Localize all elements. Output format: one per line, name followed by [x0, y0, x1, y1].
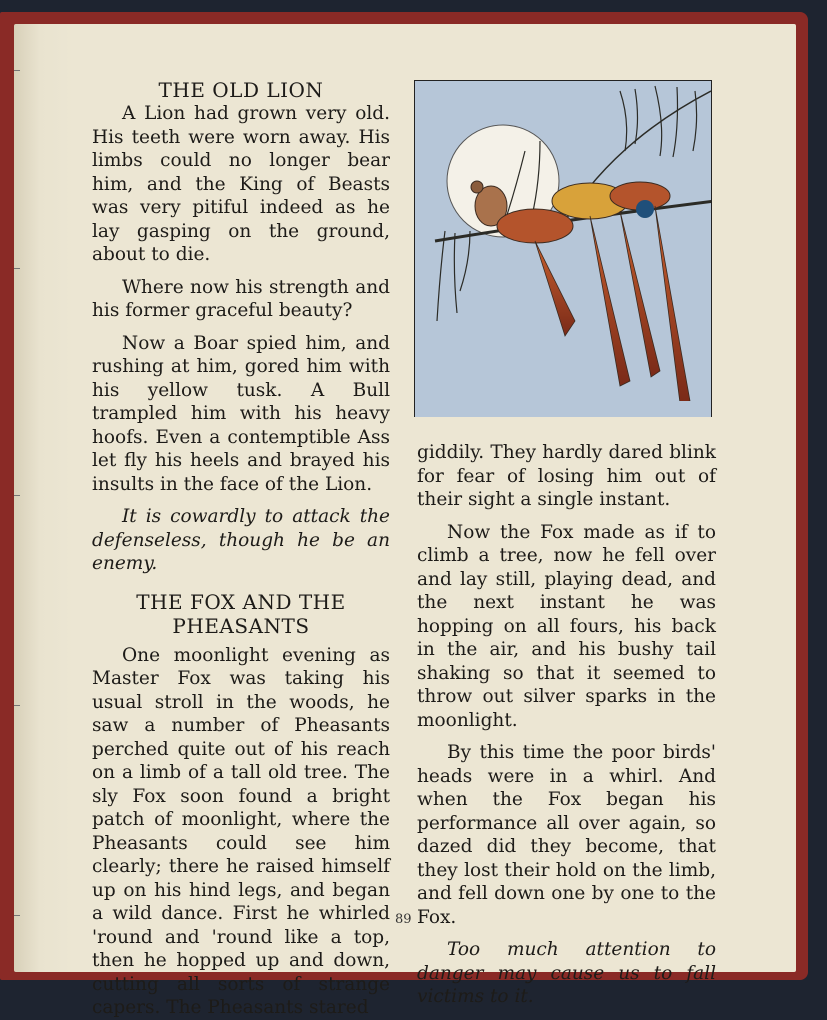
binding-stitch [14, 705, 20, 706]
right-text-column [417, 441, 716, 1009]
paragraph: By this time the poor birds' heads were in a whirl. And when the Fox began his performance all over again, so dazed did they become, that they lost their hold on the limb, and fell down one by one to the Fox. [417, 742, 716, 928]
pheasants-illustration [414, 80, 712, 417]
page-number: 89 [395, 912, 412, 927]
binding-stitch [14, 268, 20, 269]
paragraph: Now a Boar spied him, and rushing at him, gored him with his yellow tusk. A Bull trampled him with his heavy hoofs. Even a contemptible Ass let fly his heels and brayed his insults in the face of the Lion. [92, 332, 390, 495]
binding-stitch [14, 915, 20, 916]
moral-text: Too much attention to danger may cause us to fall victims to it. [417, 939, 716, 1007]
binding-stitch [14, 495, 20, 496]
paragraph: A Lion had grown very old. His teeth were worn away. His limbs could no longer bear him, and the King of Beasts was very pitiful indeed as he lay gasping on the ground, about to die. [92, 103, 390, 265]
paragraph: Where now his strength and his former graceful beauty? [92, 276, 390, 321]
left-text-column [92, 78, 390, 1020]
paragraph: One moonlight evening as Master Fox was taking his usual stroll in the woods, he saw a number of Pheasants perched quite out of his reach on a limb of a tall old tree. The sly Fox soon found a bright patch of moonlight, where the Pheasants could see him clearly; there he raised himself up on his hind legs, and began a wild dance. First he whirled 'round and 'round like a top, then he hopped up and down, cutting all sorts of strange capers. The Pheasants stared [92, 644, 390, 1018]
binding-stitch [14, 70, 20, 71]
story-title-old-lion: THE OLD LION [158, 78, 324, 102]
story-title-fox-pheasants: THE FOX AND THE PHEASANTS [136, 589, 346, 638]
paragraph: giddily. They hardly dared blink for fear of losing him out of their sight a single instant. [417, 442, 716, 510]
moral-text: It is cowardly to attack the defenseless, though he be an enemy. [92, 506, 390, 574]
paragraph: Now the Fox made as if to climb a tree, now he fell over and lay still, playing dead, and the next instant he was hopping on all fours, his back in the air, and his bushy tail shaking so that it seemed to throw out silver sparks in the moonlight. [417, 521, 716, 731]
